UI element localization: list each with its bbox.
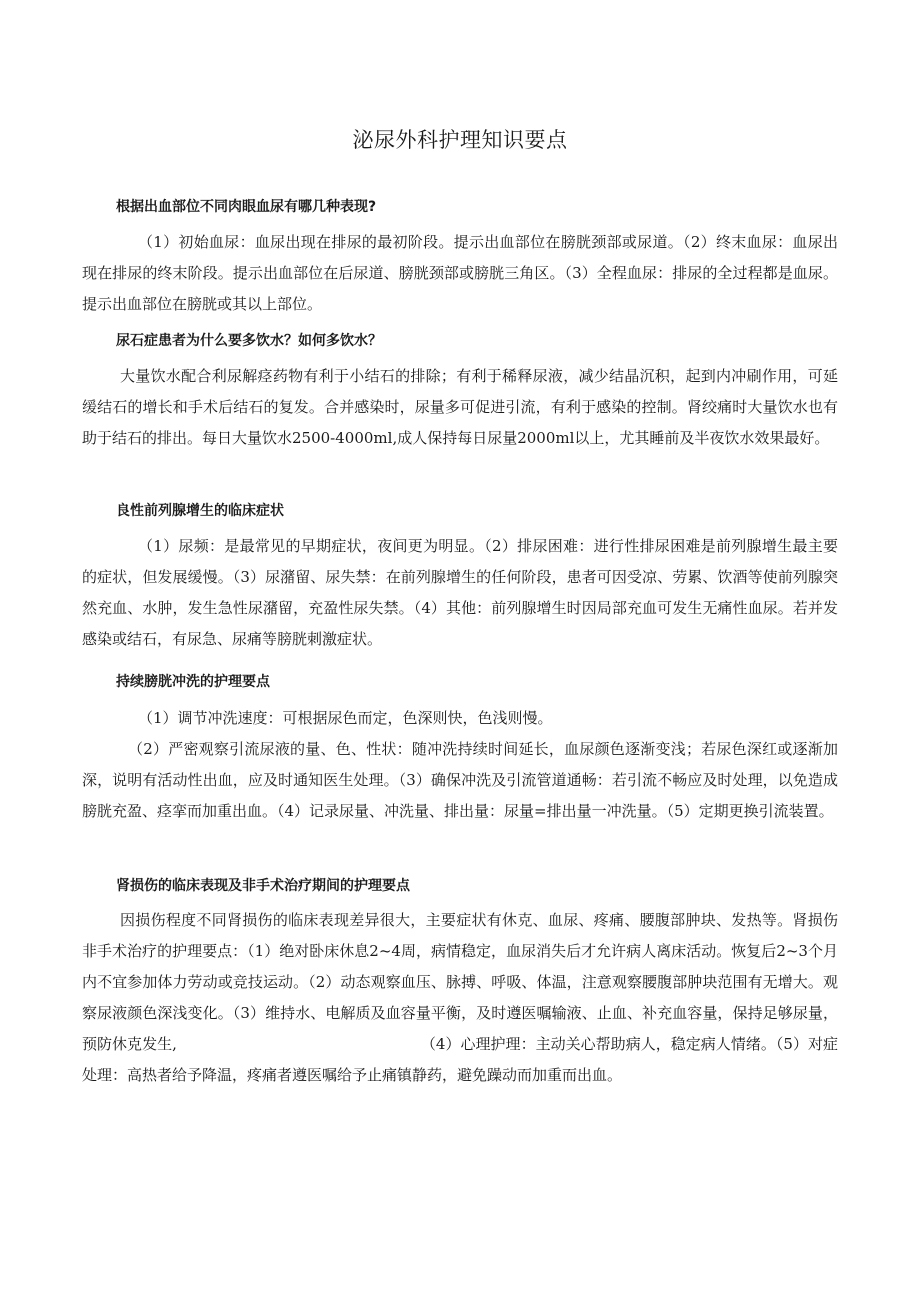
section-heading-hematuria: 根据出血部位不同肉眼血尿有哪几种表现? bbox=[116, 199, 377, 215]
section-paragraph-bph: （1）尿频：是最常见的早期症状，夜间更为明显。（2）排尿困难：进行性排尿困难是前列腺增生最主要的症状，但发展缓慢。（3）尿潴留、尿失禁：在前列腺增生的任何阶段，患者可因受凉、劳累、饮酒等使前列腺突然充血、水肿，发生急性尿潴留，充盈性尿失禁。（4）其他：前列腺增生时因局部充血可发生无痛性血尿。若并发感染或结石，有尿急、尿痛等膀胱刺激症状。 bbox=[82, 537, 838, 648]
section-paragraph-kidney-injury bbox=[82, 905, 838, 1091]
section-heading-bph: 良性前列腺增生的临床症状 bbox=[116, 503, 284, 519]
section-paragraph-hematuria: （1）初始血尿：血尿出现在排尿的最初阶段。提示出血部位在膀胱颈部或尿道。（2）终末血尿：血尿出现在排尿的终末阶段。提示出血部位在后尿道、膀胱颈部或膀胱三角区。（3）全程血尿：排尿的全过程都是血尿。提示出血部位在膀胱或其以上部位。 bbox=[82, 233, 838, 313]
kidney-injury-text-part1: 因损伤程度不同肾损伤的临床表现差异很大，主要症状有休克、血尿、疼痛、腰腹部肿块、发热等。肾损伤非手术治疗的护理要点：（1）绝对卧床休息2~4周，病情稳定，血尿消失后才允许病人离床活动。恢复后2~3个月内不宜参加体力劳动或竞技运动。（2）动态观察血压、脉搏、呼吸、体温，注意观察腰腹部肿块范围有无增大。观察尿液颜色深浅变化。（3）维持水、电解质及血容量平衡，及时遵医嘱输液、止血、补充血容量，保持足够尿量，预防休克发生, bbox=[82, 911, 838, 1053]
section-paragraph-urolithiasis: 大量饮水配合利尿解痉药物有利于小结石的排除；有利于稀释尿液，减少结晶沉积，起到内冲刷作用，可延缓结石的增长和手术后结石的复发。合并感染时，尿量多可促进引流，有利于感染的控制。肾绞痛时大量饮水也有助于结石的排出。每日大量饮水2500-4000ml,成人保持每日尿量2000ml以上，尤其睡前及半夜饮水效果最好。 bbox=[82, 367, 838, 447]
section-heading-urolithiasis: 尿石症患者为什么要多饮水？如何多饮水？ bbox=[116, 333, 382, 349]
section-heading-kidney-injury: 肾损伤的临床表现及非手术治疗期间的护理要点 bbox=[116, 878, 410, 894]
kidney-injury-text-part2: （4）心理护理：主动关心帮助病人，稳定病人情绪。（5）对症处理：高热者给予降温，疼痛者遵医嘱给予止痛镇静药，避免躁动而加重而出血。 bbox=[82, 1035, 838, 1084]
section-paragraph-irrigation-observe: （2）严密观察引流尿液的量、色、性状：随冲洗持续时间延长，血尿颜色逐渐变浅；若尿色深红或逐渐加深，说明有活动性出血，应及时通知医生处理。（3）确保冲洗及引流管道通畅：若引流不畅应及时处理，以免造成膀胱充盈、痉挛而加重出血。（4）记录尿量、冲洗量、排出量：尿量=排出量一冲洗量。（5）定期更换引流装置。 bbox=[82, 740, 838, 820]
section-paragraph-irrigation-speed: （1）调节冲洗速度：可根据尿色而定，色深则快，色浅则慢。 bbox=[138, 709, 553, 727]
section-heading-bladder-irrigation: 持续膀胱冲洗的护理要点 bbox=[116, 674, 270, 690]
page-title: 泌尿外科护理知识要点 bbox=[352, 128, 568, 152]
